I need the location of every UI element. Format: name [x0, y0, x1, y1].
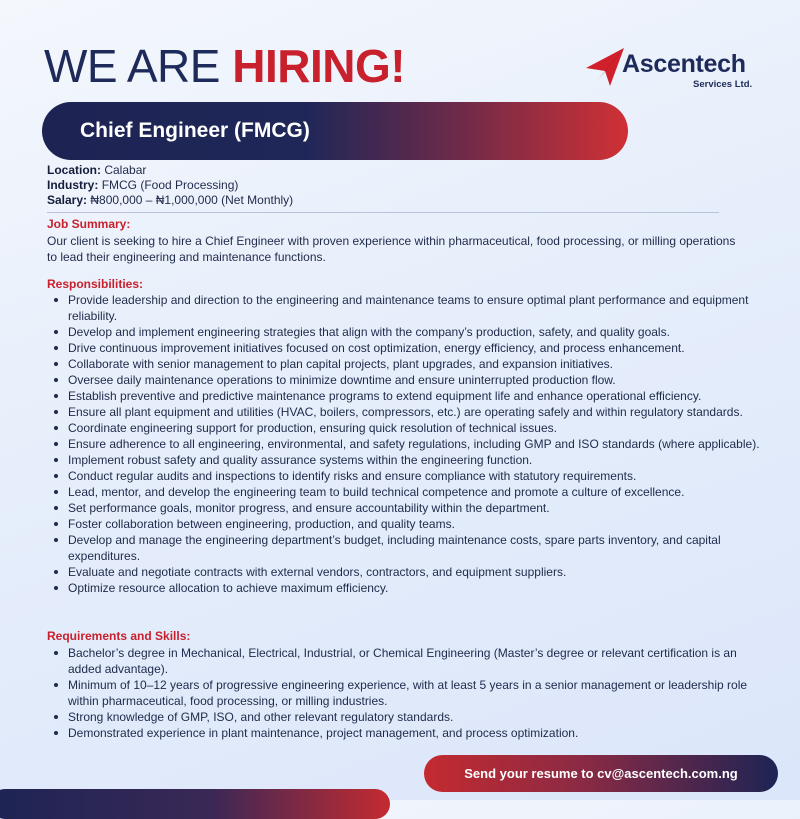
list-item: Optimize resource allocation to achieve maximum efficiency.: [68, 580, 773, 596]
list-item: Lead, mentor, and develop the engineering team to build technical competence and promote a culture of excellence.: [68, 484, 773, 500]
list-item: Strong knowledge of GMP, ISO, and other relevant regulatory standards.: [68, 709, 773, 725]
job-details: [47, 163, 293, 208]
job-title: Chief Engineer (FMCG): [80, 119, 310, 142]
list-item: Conduct regular audits and inspections to identify risks and ensure compliance with statutory requirements.: [68, 468, 773, 484]
location-row: [47, 163, 293, 178]
list-item: Ensure adherence to all engineering, environmental, and safety regulations, including GMP and ISO standards (where applicable).: [68, 436, 773, 452]
list-item: Oversee daily maintenance operations to minimize downtime and ensure uninterrupted production flow.: [68, 372, 773, 388]
list-item: Demonstrated experience in plant maintenance, project management, and process optimization.: [68, 725, 773, 741]
list-item: Foster collaboration between engineering, production, and quality teams.: [68, 516, 773, 532]
location-label: Location:: [47, 163, 101, 177]
send-resume-cta[interactable]: Send your resume to cv@ascentech.com.ng: [424, 755, 778, 792]
requirements-list: [47, 645, 773, 741]
red-paper-plane-arrow-icon: [584, 46, 626, 88]
headline-we-are: WE ARE: [44, 40, 233, 92]
headline: [44, 40, 405, 92]
list-item: Ensure all plant equipment and utilities (HVAC, boilers, compressors, etc.) are operating safely and within regulatory standards.: [68, 404, 773, 420]
responsibilities-list: [47, 292, 773, 596]
location-value: Calabar: [104, 163, 147, 177]
job-title-banner: [42, 102, 628, 160]
job-summary-text: Our client is seeking to hire a Chief Engineer with proven experience within pharmaceutical, food processing, or milling operations to lead their engineering and maintenance functions.: [47, 234, 736, 264]
salary-value: ₦800,000 – ₦1,000,000 (Net Monthly): [90, 193, 294, 207]
list-item: Implement robust safety and quality assurance systems within the engineering function.: [68, 452, 773, 468]
industry-row: [47, 178, 293, 193]
salary-label: Salary:: [47, 193, 88, 207]
list-item: Evaluate and negotiate contracts with external vendors, contractors, and equipment suppliers.: [68, 564, 773, 580]
job-summary-heading: Job Summary:: [47, 217, 131, 231]
company-logo: [584, 46, 764, 96]
responsibilities-heading: Responsibilities:: [47, 277, 144, 291]
requirements-heading: Requirements and Skills:: [47, 629, 191, 643]
logo-name: Ascentech: [622, 50, 746, 78]
salary-row: [47, 193, 293, 208]
bottom-decorative-stripe: [0, 789, 390, 819]
logo-subtitle: Services Ltd.: [693, 79, 753, 90]
list-item: Drive continuous improvement initiatives focused on cost optimization, energy efficiency, and process enhancement.: [68, 340, 773, 356]
list-item: Bachelor’s degree in Mechanical, Electrical, Industrial, or Chemical Engineering (Master’s degree or relevant certification is an added advantage).: [68, 645, 773, 677]
list-item: Minimum of 10–12 years of progressive engineering experience, with at least 5 years in a senior management or leadership role within pharmaceutical, food processing, or milling industries.: [68, 677, 773, 709]
list-item: Develop and manage the engineering department’s budget, including maintenance costs, spare parts inventory, and capital expenditures.: [68, 532, 773, 564]
list-item: Coordinate engineering support for production, ensuring quick resolution of technical issues.: [68, 420, 773, 436]
list-item: Collaborate with senior management to plan capital projects, plant upgrades, and expansion initiatives.: [68, 356, 773, 372]
divider: [47, 212, 719, 213]
industry-label: Industry:: [47, 178, 99, 192]
list-item: Provide leadership and direction to the engineering and maintenance teams to ensure optimal plant performance and equipment reliability.: [68, 292, 773, 324]
headline-hiring: HIRING!: [232, 40, 406, 92]
list-item: Set performance goals, monitor progress, and ensure accountability within the department.: [68, 500, 773, 516]
list-item: Establish preventive and predictive maintenance programs to extend equipment life and enhance operational efficiency.: [68, 388, 773, 404]
list-item: Develop and implement engineering strategies that align with the company’s production, safety, and quality goals.: [68, 324, 773, 340]
industry-value: FMCG (Food Processing): [101, 178, 239, 192]
